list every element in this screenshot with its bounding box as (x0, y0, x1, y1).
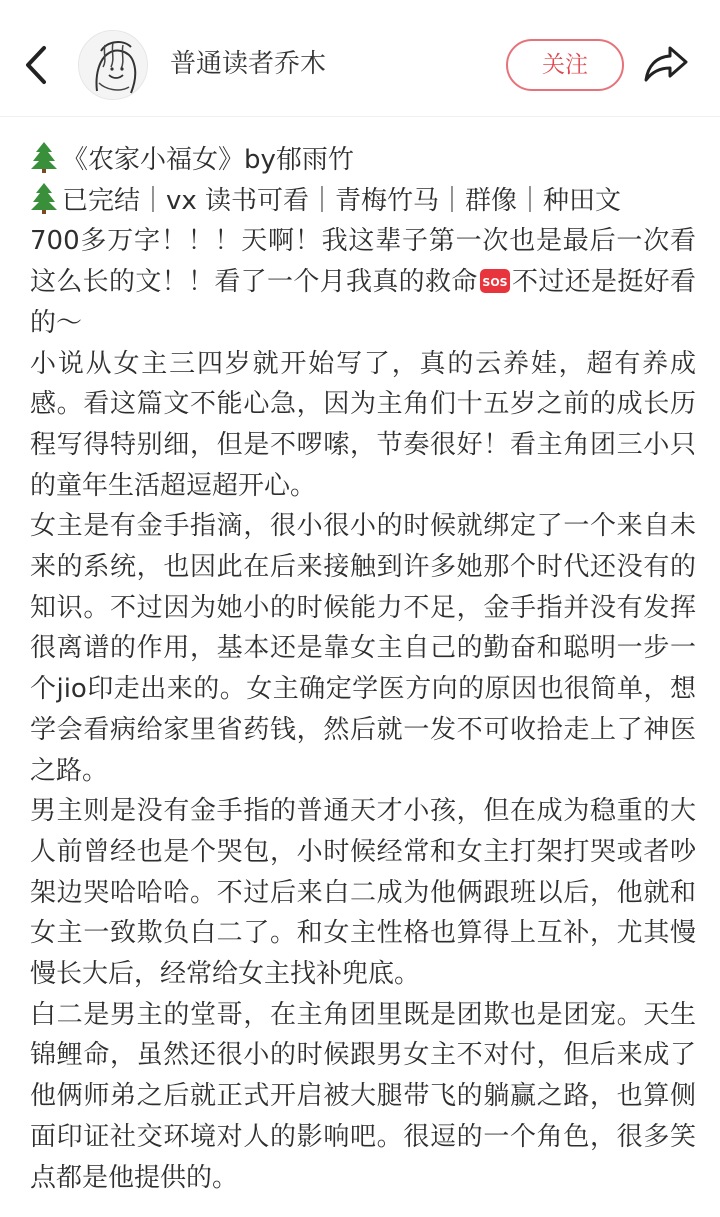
intro-text-continued: 不过还是挺好看的～ (30, 267, 696, 338)
share-arrow-icon (642, 42, 690, 86)
avatar[interactable] (78, 30, 148, 100)
share-button[interactable] (642, 42, 690, 86)
post-title-line (30, 140, 696, 181)
post-title: 《农家小福女》by郁雨竹 (62, 145, 354, 175)
post-paragraph: 女主是有金手指滴，很小很小的时候就绑定了一个来自未来的系统，也因此在后来接触到许多她那个时代还没有的知识。不过因为她小的时候能力不足，金手指并没有发挥很离谱的作用，基本还是靠女主自己的勤奋和聪明一步一个jio印走出来的。女主确定学医方向的原因也很简单，想学会看病给家里省药钱，然后就一发不可收拾走上了神医之路。 (30, 511, 696, 786)
post-body (30, 140, 696, 1198)
avatar-sketch-icon (79, 31, 148, 100)
top-nav-bar (0, 0, 720, 116)
username[interactable]: 普通读者乔木 (170, 49, 327, 79)
header-divider (0, 116, 720, 117)
follow-button[interactable]: 关注 (506, 39, 624, 91)
sos-icon (479, 268, 511, 294)
svg-text:SOS: SOS (482, 276, 508, 290)
back-button[interactable] (20, 44, 56, 86)
christmas-tree-icon (30, 141, 58, 173)
post-intro (30, 221, 696, 343)
post-tags: 已完结｜vx 读书可看｜青梅竹马｜群像｜种田文 (62, 185, 622, 216)
post-paragraph: 男主则是没有金手指的普通天才小孩，但在成为稳重的大人前曾经也是个哭包，小时候经常和女主打架打哭或者吵架边哭哈哈哈。不过后来白二成为他俩跟班以后，他就和女主一致欺负白二了。和女主性格也算得上互补，尤其慢慢长大后，经常给女主找补兜底。 (30, 796, 696, 990)
back-arrow-icon (20, 44, 56, 86)
post-paragraph: 小说从女主三四岁就开始写了，真的云养娃，超有养成感。看这篇文不能心急，因为主角们十五岁之前的成长历程写得特别细，但是不啰嗦，节奏很好！看主角团三小只的童年生活超逗超开心。 (30, 348, 696, 501)
intro-text: 700多万字！！！天啊！我这辈子第一次也是最后一次看这么长的文！！看了一个月我真的救命 (30, 226, 696, 298)
post-paragraph: 白二是男主的堂哥，在主角团里既是团欺也是团宠。天生锦鲤命，虽然还很小的时候跟男女主不对付，但后来成了他俩师弟之后就正式开启被大腿带飞的躺赢之路，也算侧面印证社交环境对人的影响吧。很逗的一个角色，很多笑点都是他提供的。 (30, 999, 696, 1193)
post-tags-line (30, 181, 696, 222)
christmas-tree-icon (30, 182, 58, 214)
